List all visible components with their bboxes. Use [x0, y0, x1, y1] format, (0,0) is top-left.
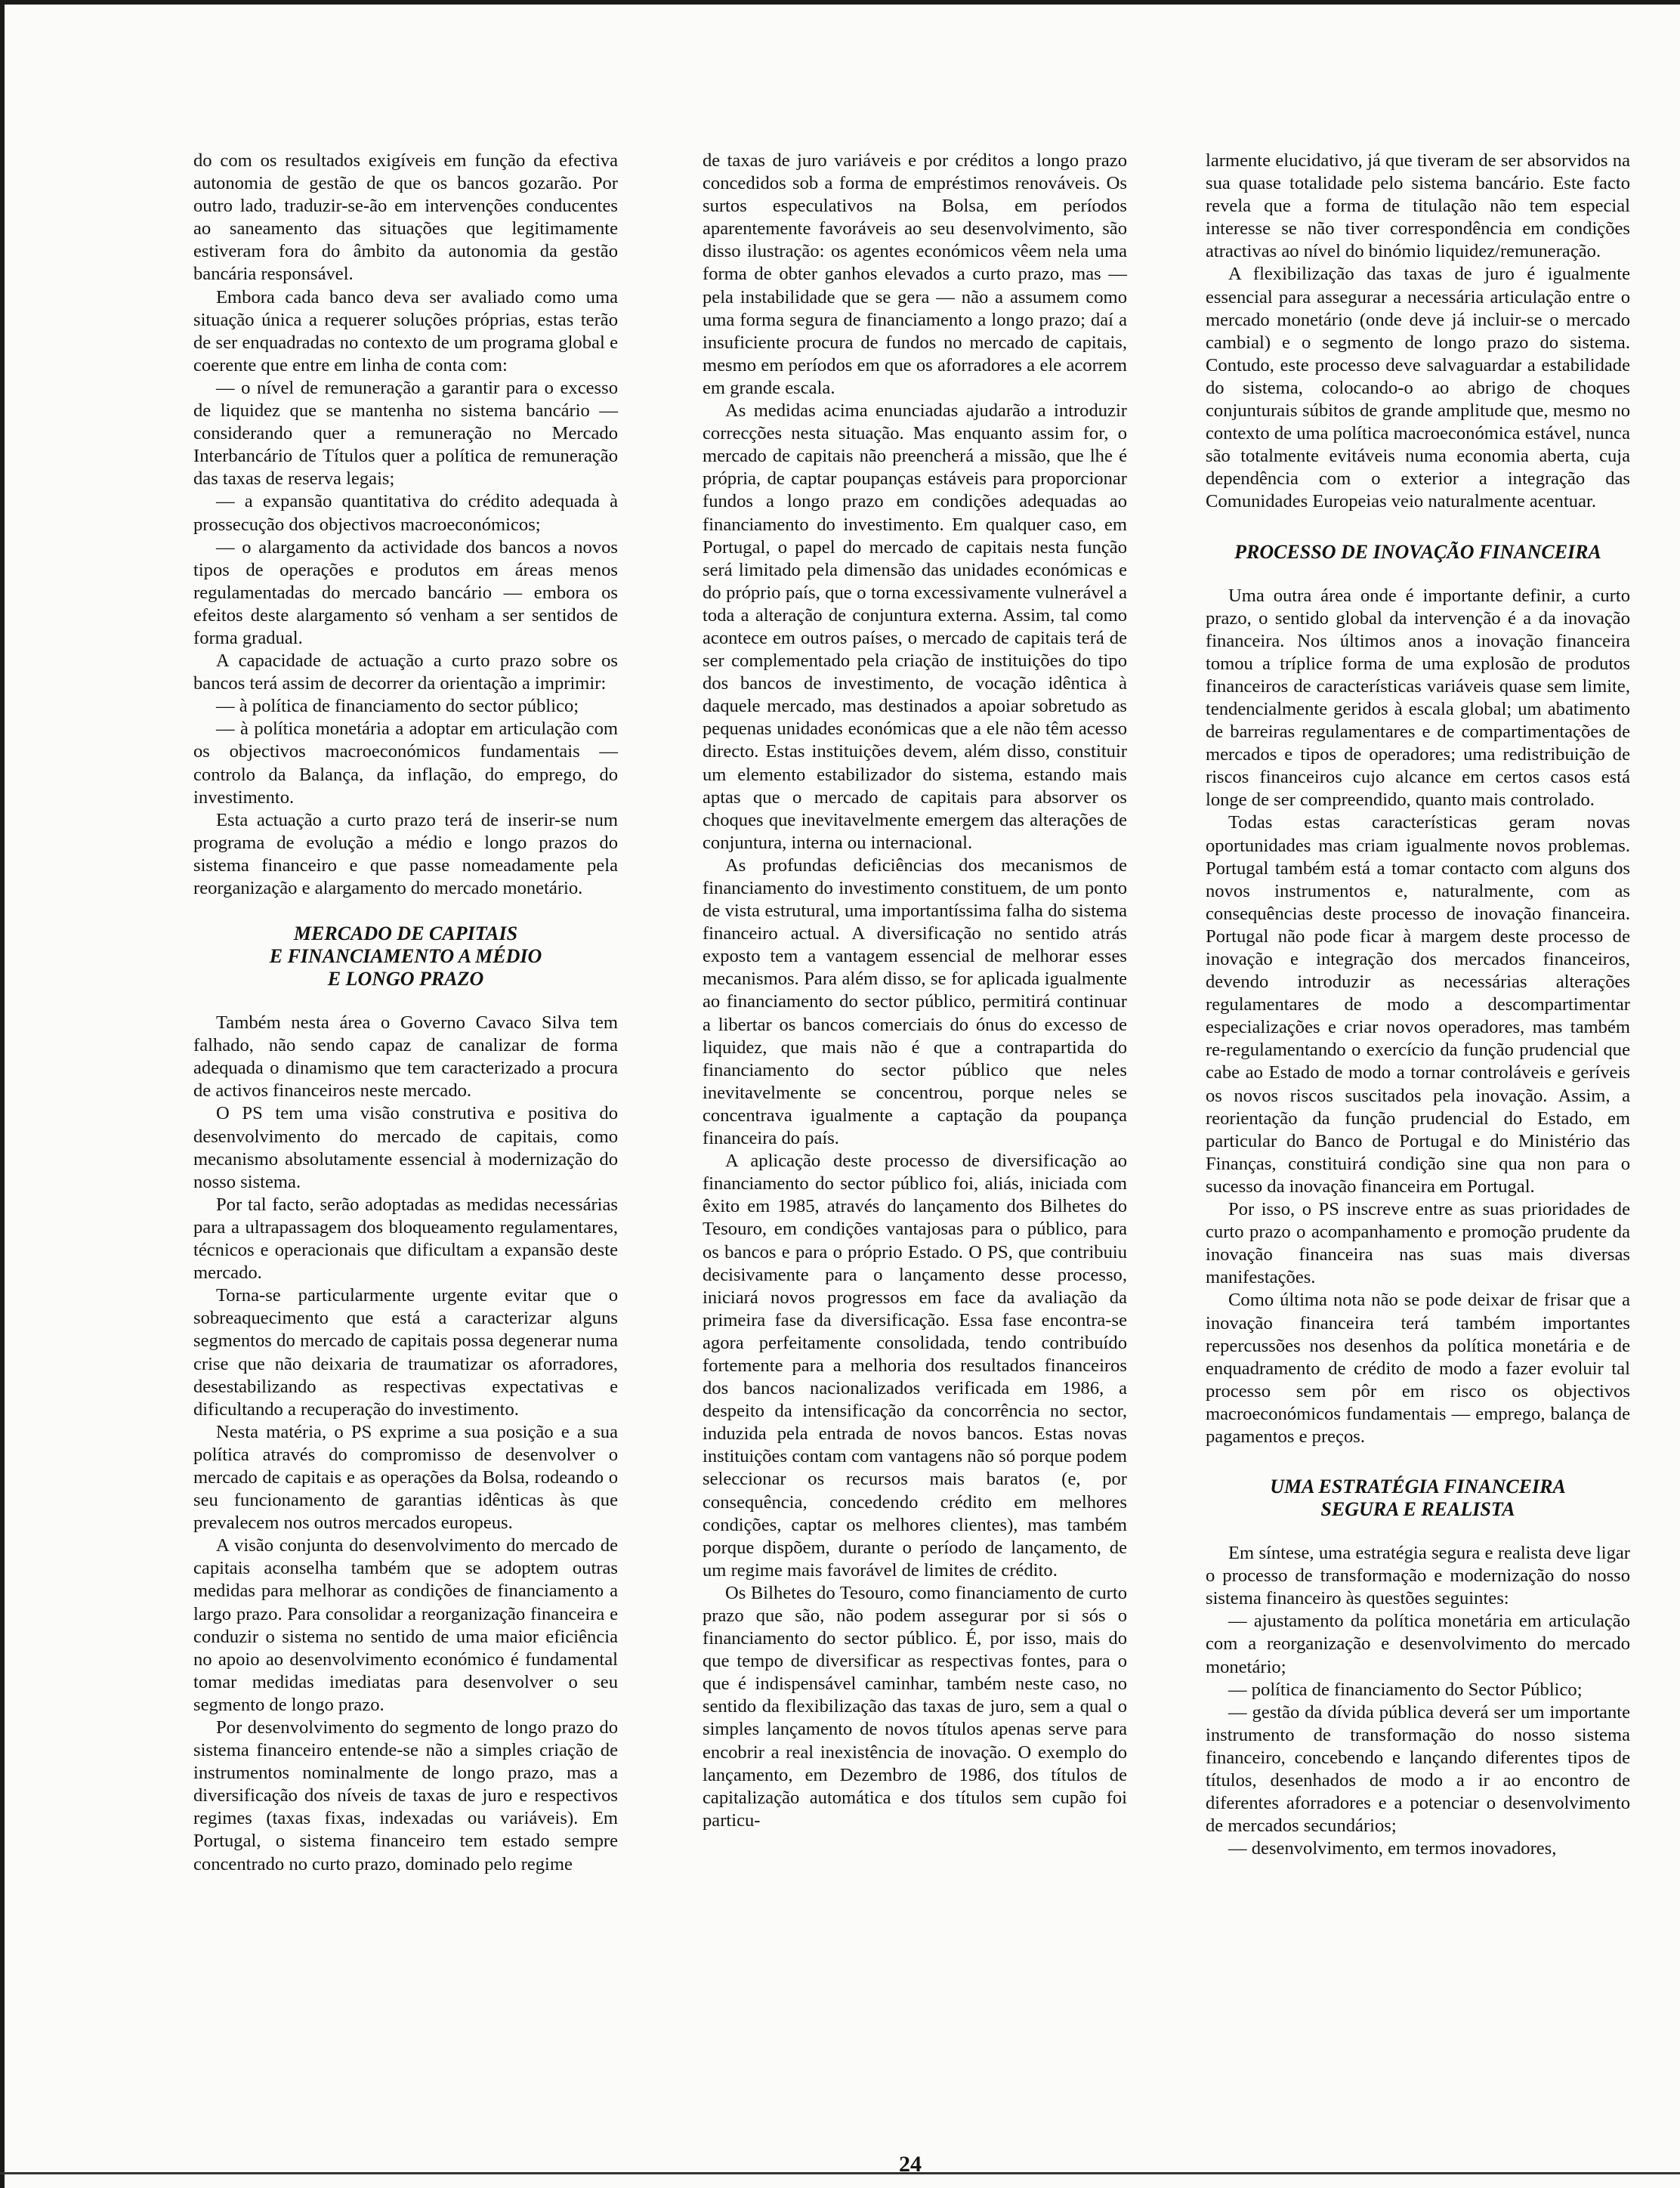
paragraph: — política de financiamento do Sector Público; — [1228, 1679, 1583, 1700]
text-column-2 — [703, 150, 1127, 1832]
paragraph: A aplicação deste processo de diversificação ao financiamento do sector público foi, aliás, iniciada com êxito em 1985, através do lançamento dos Bilhetes do Tesouro, em condições vantajosas para o público, para os bancos e para o próprio Estado. O PS, que contribuiu decisivamente para o lançamento desse processo, iniciará novos progressos em face da avaliação da primeira fase da diversificação. Essa fase encontra-se agora perfeitamente consolidada, tendo contribuído fortemente para a melhoria dos resultados financeiros dos bancos nacionalizados verificada em 1986, a despeito da intensificação da concorrência no sector, induzida pela entrada de novos bancos. Estas novas instituições contam com vantagens não só porque podem seleccionar os recursos mais baratos (e, por consequência, concedendo crédito em melhores condições, captar os melhores clientes), mas também porque dispõem, durante o período de lançamento, de um regime mais favorável de limites de crédito. — [703, 1151, 1127, 1581]
paragraph: — o alargamento da actividade dos bancos a novos tipos de operações e produtos em áreas menos regulamentadas do mercado bancário — embora os efeitos deste alargamento só venham a ser sentidos de forma gradual. — [193, 536, 618, 648]
paragraph: — à política monetária a adoptar em articulação com os objectivos macroeconómicos fundamentais — controlo da Balança, da inflação, do emprego, do investimento. — [193, 719, 618, 808]
text-column-1 — [193, 150, 618, 1876]
paragraph: Embora cada banco deva ser avaliado como uma situação única a requerer soluções próprias, estas terão de ser enquadradas no contexto de um programa global e coerente que entre em linha de conta com: — [193, 286, 618, 375]
paragraph: Em síntese, uma estratégia segura e realista deve ligar o processo de transformação e modernização do nosso sistema financeiro às questões seguintes: — [1206, 1543, 1630, 1609]
paragraph: — desenvolvimento, em termos inovadores, — [1228, 1838, 1557, 1859]
paragraph: — ajustamento da política monetária em articulação com a reorganização e desenvolvimento do mercado monetário; — [1206, 1611, 1630, 1677]
scan-border-bottom — [0, 2172, 1680, 2174]
scan-border-left — [0, 0, 5, 2188]
paragraph: do com os resultados exigíveis em função da efectiva autonomia de gestão de que os bancos gozarão. Por outro lado, traduzir-se-ão em intervenções conducentes ao saneamento das situações que legitimamente estiveram fora do âmbito da autonomia da gestão bancária responsável. — [193, 150, 618, 285]
paragraph: — à política de financiamento do sector público; — [216, 696, 579, 717]
paragraph: Nesta matéria, o PS exprime a sua posição e a sua política através do compromisso de desenvolver o mercado de capitais e as operações da Bolsa, rodeando o seu funcionamento de garantias idênticas às que prevalecem nos outros mercados europeus. — [193, 1421, 618, 1534]
paragraph: O PS tem uma visão construtiva e positiva do desenvolvimento do mercado de capitais, como mecanismo absolutamente essencial à modernização do nosso sistema. — [193, 1103, 618, 1192]
paragraph: de taxas de juro variáveis e por créditos a longo prazo concedidos sob a forma de empréstimos renováveis. Os surtos especulativos na Bolsa, em períodos aparentemente favoráveis ao seu desenvolvimento, são disso ilustração: os agentes económicos vêem nela uma forma de obter ganhos elevados a curto prazo, mas — pela instabilidade que se gera — não a assumem como uma forma segura de financiamento a longo prazo; daí a insuficiente procura de fundos no mercado de capitais, mesmo em períodos em que os aforradores a ele acorrem em grande escala. — [703, 150, 1127, 398]
paragraph: A capacidade de actuação a curto prazo sobre os bancos terá assim de decorrer da orientação a imprimir: — [193, 651, 618, 694]
scan-border-top — [0, 0, 1680, 5]
paragraph: Esta actuação a curto prazo terá de inserir-se num programa de evolução a médio e longo prazos do sistema financeiro e que passe nomeadamente pela reorganização e alargamento do mercado monetário. — [193, 809, 618, 898]
paragraph: Por desenvolvimento do segmento de longo prazo do sistema financeiro entende-se não a simples criação de instrumentos nominalmente de longo prazo, mas a diversificação dos níveis de taxas de juro e respectivos regimes (taxas fixas, indexadas ou variáveis). Em Portugal, o sistema financeiro tem estado sempre concentrado no curto prazo, dominado pelo regime — [193, 1717, 618, 1874]
paragraph: Uma outra área onde é importante definir, a curto prazo, o sentido global da intervenção é a da inovação financeira. Nos últimos anos a inovação financeira tomou a tríplice forma de uma explosão de produtos financeiros de características variáveis quase sem limite, tendencialmente geridos à escala global; um abatimento de barreiras regulamentares e de compartimentações de mercados e tipos de operadores; uma redistribuição de riscos financeiros cujo alcance em certos casos está longe de ser compreendido, quanto mais controlado. — [1206, 585, 1630, 811]
section-heading: PROCESSO DE INOVAÇÃO FINANCEIRA — [1234, 540, 1601, 563]
paragraph: Todas estas características geram novas oportunidades mas criam igualmente novos problemas. Portugal também está a tomar contacto com alguns dos novos instrumentos e, naturalmente, com as consequências deste processo de inovação financeira. Portugal não pode ficar à margem deste processo de inovação e integração dos mercados financeiros, devendo introduzir as necessárias alterações regulamentares de modo a descompartimentar especializações e criar novos operadores, mas também re-regulamentando o exercício da função prudencial que cabe ao Estado de modo a tornar controláveis e geríveis os novos riscos suscitados pela inovação. Assim, a reorientação da função prudencial do Estado, em particular do Banco de Portugal e do Ministério das Finanças, constituirá condição sine qua non para o sucesso da inovação financeira em Portugal. — [1206, 812, 1630, 1197]
paragraph: larmente elucidativo, já que tiveram de ser absorvidos na sua quase totalidade pelo sistema bancário. Este facto revela que a forma de titulação não tem especial interesse se não tiver correspondência em condições atractivas ao nível do binómio liquidez/remuneração. — [1206, 150, 1630, 262]
text-column-3 — [1206, 150, 1630, 1860]
paragraph: Os Bilhetes do Tesouro, como financiamento de curto prazo que são, não podem assegurar por si sós o financiamento do sector público. É, por isso, mais do que tempo de diversificar as respectivas fontes, para o que é indispensável caminhar, também neste caso, no sentido da flexibilização das taxas de juro, sem a qual o simples lançamento de novos títulos apenas serve para encobrir a real inexistência de inovação. O exemplo do lançamento, em Dezembro de 1986, dos títulos de capitalização automática e dos títulos sem cupão foi particu- — [703, 1582, 1127, 1831]
section-heading: UMA ESTRATÉGIA FINANCEIRA SEGURA E REALISTA — [1270, 1476, 1566, 1521]
paragraph: — a expansão quantitativa do crédito adequada à prossecução dos objectivos macroeconómicos; — [193, 491, 618, 535]
paragraph: Como última nota não se pode deixar de frisar que a inovação financeira terá também importantes repercussões nos desenhos da política monetária e de enquadramento de crédito de modo a fazer evoluir tal processo sem pôr em risco os objectivos macroeconómicos fundamentais — emprego, balança de pagamentos e preços. — [1206, 1290, 1630, 1447]
paragraph: Torna-se particularmente urgente evitar que o sobreaquecimento que está a caracterizar alguns segmentos do mercado de capitais possa degenerar numa crise que não deixaria de traumatizar os aforradores, desestabilizando as respectivas expectativas e dificultando a recuperação do investimento. — [193, 1285, 618, 1420]
paragraph: As profundas deficiências dos mecanismos de financiamento do investimento constituem, de um ponto de vista estrutural, uma importantíssima falha do sistema financeiro actual. A diversificação no sentido atrás exposto tem a vantagem essencial de melhorar esses mecanismos. Para além disso, se for aplicada igualmente ao financiamento do sector público, permitirá continuar a libertar os bancos comerciais do ónus do excesso de liquidez, que mais não é que a contrapartida do financiamento do sector público que neles inevitavelmente se concentrou, porque neles se concentrava igualmente a captação da poupança financeira do país. — [703, 854, 1127, 1149]
section-heading: MERCADO DE CAPITAIS E FINANCIAMENTO A MÉDIO E LONGO PRAZO — [269, 922, 542, 990]
paragraph: Também nesta área o Governo Cavaco Silva tem falhado, não sendo capaz de canalizar de forma adequada o dinamismo que tem caracterizado a procura de activos financeiros neste mercado. — [193, 1012, 618, 1102]
page-number: 24 — [899, 2152, 922, 2177]
paragraph: A visão conjunta do desenvolvimento do mercado de capitais aconselha também que se adoptem outras medidas para melhorar as condições de financiamento a largo prazo. Para consolidar a reorganização financeira e conduzir o sistema no sentido de uma maior eficiência no apoio ao desenvolvimento económico é fundamental tomar medidas imediatas para desenvolver o seu segmento de longo prazo. — [193, 1535, 618, 1715]
paragraph: Por tal facto, serão adoptadas as medidas necessárias para a ultrapassagem dos bloqueamento regulamentares, técnicos e operacionais que dificultam a expansão deste mercado. — [193, 1194, 618, 1284]
paragraph: As medidas acima enunciadas ajudarão a introduzir correcções nesta situação. Mas enquanto assim for, o mercado de capitais não preencherá a missão, que lhe é própria, de captar poupanças estáveis para proporcionar fundos a longo prazo em condições adequadas ao financiamento do investimento. Em qualquer caso, em Portugal, o papel do mercado de capitais nesta função será limitado pela dimensão das unidades económicas e do próprio país, que o torna excessivamente vulnerável a toda a alteração de conjuntura externa. Assim, tal como acontece em outros países, o mercado de capitais terá de ser complementado pela criação de instituições do tipo dos bancos de investimento, de vocação idêntica à daquele mercado, mas destinados a apoiar sobretudo as pequenas unidades económicas que a ele não têm acesso directo. Estas instituições devem, além disso, constituir um elemento estabilizador do sistema, estando mais aptas que o mercado de capitais para absorver os choques que inevitavelmente emergem das alterações de conjuntura, interna ou internacional. — [703, 400, 1127, 853]
paragraph: Por isso, o PS inscreve entre as suas prioridades de curto prazo o acompanhamento e promoção prudente da inovação financeira nas suas mais diversas manifestações. — [1206, 1199, 1630, 1288]
paragraph: A flexibilização das taxas de juro é igualmente essencial para assegurar a necessária articulação entre o mercado monetário (onde deve já incluir-se o mercado cambial) e o segmento de longo prazo do sistema. Contudo, este processo deve salvaguardar a estabilidade do sistema, colocando-o ao abrigo de choques conjunturais súbitos de grande amplitude que, mesmo no contexto de uma política macroeconómica estável, nunca são totalmente evitáveis numa economia aberta, cuja dependência com o exterior a integração das Comunidades Europeias veio naturalmente acentuar. — [1206, 264, 1631, 512]
paragraph: — gestão da dívida pública deverá ser um importante instrumento de transformação do nosso sistema financeiro, concebendo e lançando diferentes tipos de títulos, desenhados de modo a ir ao encontro de diferentes aforradores e a potenciar o desenvolvimento de mercados secundários; — [1206, 1701, 1630, 1837]
paragraph: — o nível de remuneração a garantir para o excesso de liquidez que se mantenha no sistema bancário — considerando quer a remuneração no Mercado Interbancário de Títulos quer a política de remuneração das taxas de reserva legais; — [193, 377, 618, 490]
